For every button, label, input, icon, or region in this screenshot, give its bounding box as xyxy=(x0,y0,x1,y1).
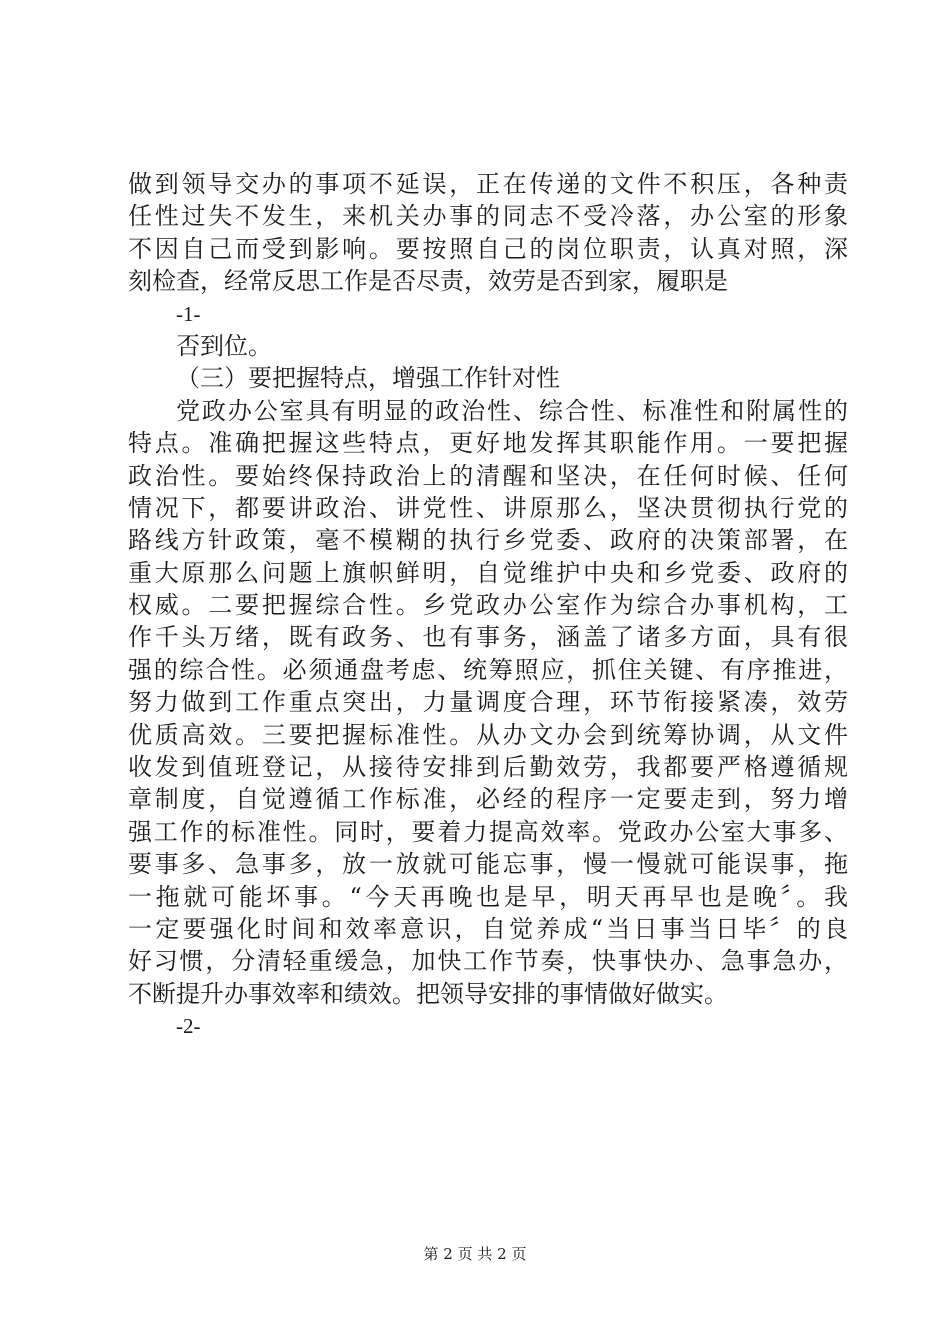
text-line: 要事多、急事多，放一放就可能忘事，慢一慢就可能误事，拖 xyxy=(128,850,848,879)
section-heading: （三）要把握特点，增强工作针对性 xyxy=(176,364,560,393)
text-line: 努力做到工作重点突出，力量调度合理，环节衔接紧凑，效劳 xyxy=(128,688,848,717)
text-line: 刻检查，经常反思工作是否尽责，效劳是否到家，履职是 xyxy=(128,267,728,296)
text-line: 党政办公室具有明显的政治性、综合性、标准性和附属性的 xyxy=(176,396,848,425)
text-line: 章制度，自觉遵循工作标准，必经的程序一定要走到，努力增 xyxy=(128,785,848,814)
text-line: 收发到值班登记，从接待安排到后勤效劳，我都要严格遵循规 xyxy=(128,753,848,782)
text-line: 任性过失不发生，来机关办事的同志不受冷落，办公室的形象 xyxy=(128,202,848,231)
text-line: 不断提升办事效率和绩效。把领导安排的事情做好做实。 xyxy=(128,979,728,1008)
text-line: 作千头万绪，既有政务、也有事务，涵盖了诸多方面，具有很 xyxy=(128,623,848,652)
page-footer: 第 2 页 共 2 页 xyxy=(423,1245,527,1263)
text-line: 情况下，都要讲政治、讲党性、讲原那么，坚决贯彻执行党的 xyxy=(128,493,848,522)
text-line: 权威。二要把握综合性。乡党政办公室作为综合办事机构，工 xyxy=(128,591,848,620)
text-line: 政治性。要始终保持政治上的清醒和坚决，在任何时候、任何 xyxy=(128,461,848,490)
page-number-marker: -1- xyxy=(176,301,201,326)
text-line: 不因自己而受到影响。要按照自己的岗位职责，认真对照，深 xyxy=(128,234,848,263)
text-line: 特点。准确把握这些特点，更好地发挥其职能作用。一要把握 xyxy=(128,429,848,458)
text-line: 强工作的标准性。同时，要着力提高效率。党政办公室大事多、 xyxy=(128,817,848,846)
text-line: 重大原那么问题上旗帜鲜明，自觉维护中央和乡党委、政府的 xyxy=(128,558,848,587)
document-body xyxy=(128,168,848,1043)
text-line: 一拖就可能坏事。“今天再晚也是早，明天再早也是晚〞。我 xyxy=(128,882,848,911)
text-line: 做到领导交办的事项不延误，正在传递的文件不积压，各种责 xyxy=(128,170,848,198)
text-line: 强的综合性。必须通盘考虑、统筹照应，抓住关键、有序推进， xyxy=(128,655,848,684)
page-number-marker: -2- xyxy=(176,1014,201,1039)
text-line: 路线方针政策，毫不模糊的执行乡党委、政府的决策部署，在 xyxy=(128,526,848,555)
text-line: 好习惯，分清轻重缓急，加快工作节奏，快事快办、急事急办， xyxy=(128,947,848,976)
text-line: 否到位。 xyxy=(176,331,272,360)
text-line: 优质高效。三要把握标准性。从办文办会到统筹协调，从文件 xyxy=(128,720,848,749)
text-line: 一定要强化时间和效率意识，自觉养成“当日事当日毕〞的良 xyxy=(128,914,848,943)
